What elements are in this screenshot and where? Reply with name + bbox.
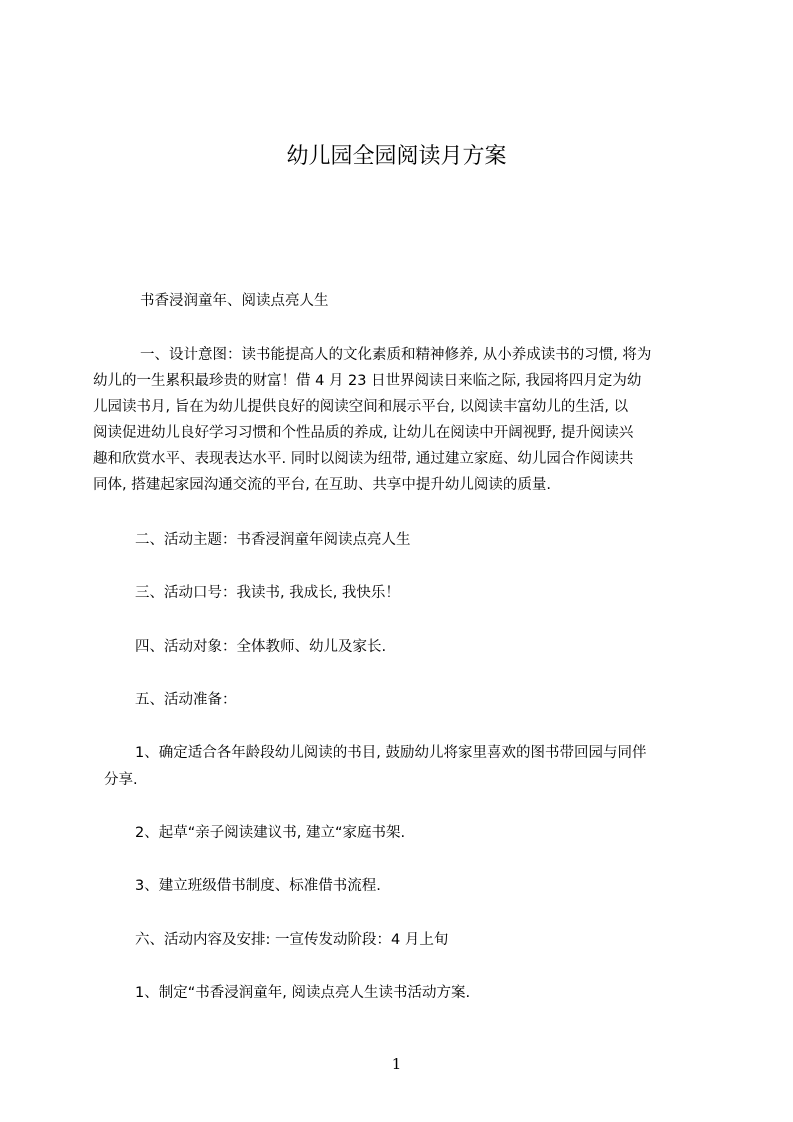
section-5-heading: 五、活动准备： [135,692,237,708]
section-1-line-1: 一、设计意图：读书能提高人的文化素质和精神修养, 从小养成读书的习惯, 将为 [140,347,652,363]
prep-item-1-line-1: 1、确定适合各年龄段幼儿阅读的书目, 鼓励幼儿将家里喜欢的图书带回园与同伴 [135,745,647,761]
page-title: 幼儿园全园阅读月方案 [286,144,507,169]
page-number: 1 [391,1055,402,1073]
section-4-heading: 四、活动对象：全体教师、幼儿及家长. [135,639,387,655]
section-6-heading: 六、活动内容及安排: 一宣传发动阶段：4 月上旬 [135,932,449,948]
prep-item-2: 2、起草“亲子阅读建议书, 建立“家庭书架. [135,825,406,841]
section-1-line-3: 儿园读书月, 旨在为幼儿提供良好的阅读空间和展示平台, 以阅读丰富幼儿的生活, 以 [93,399,629,415]
section-2-heading: 二、活动主题：书香浸润童年阅读点亮人生 [135,532,411,548]
prep-item-1-line-2: 分享. [104,772,138,788]
section-1-line-5: 趣和欣赏水平、表现表达水平. 同时以阅读为纽带, 通过建立家庭、幼儿园合作阅读共 [93,451,634,467]
section-1-line-4: 阅读促进幼儿良好学习习惯和个性品质的养成, 让幼儿在阅读中开阔视野, 提升阅读兴 [93,425,634,441]
section-3-heading: 三、活动口号：我读书, 我成长, 我快乐！ [135,585,400,601]
subtitle: 书香浸润童年、阅读点亮人生 [140,293,329,309]
content-item-1: 1、制定“书香浸润童年, 阅读点亮人生读书活动方案. [135,985,471,1001]
section-1-line-2: 幼儿的一生累积最珍贵的财富！借 4 月 23 日世界阅读日来临之际, 我园将四月定为幼 [93,373,642,389]
prep-item-3: 3、建立班级借书制度、标准借书流程. [135,878,381,894]
section-1-line-6: 同体, 搭建起家园沟通交流的平台, 在互助、共享中提升幼儿阅读的质量. [93,477,552,493]
